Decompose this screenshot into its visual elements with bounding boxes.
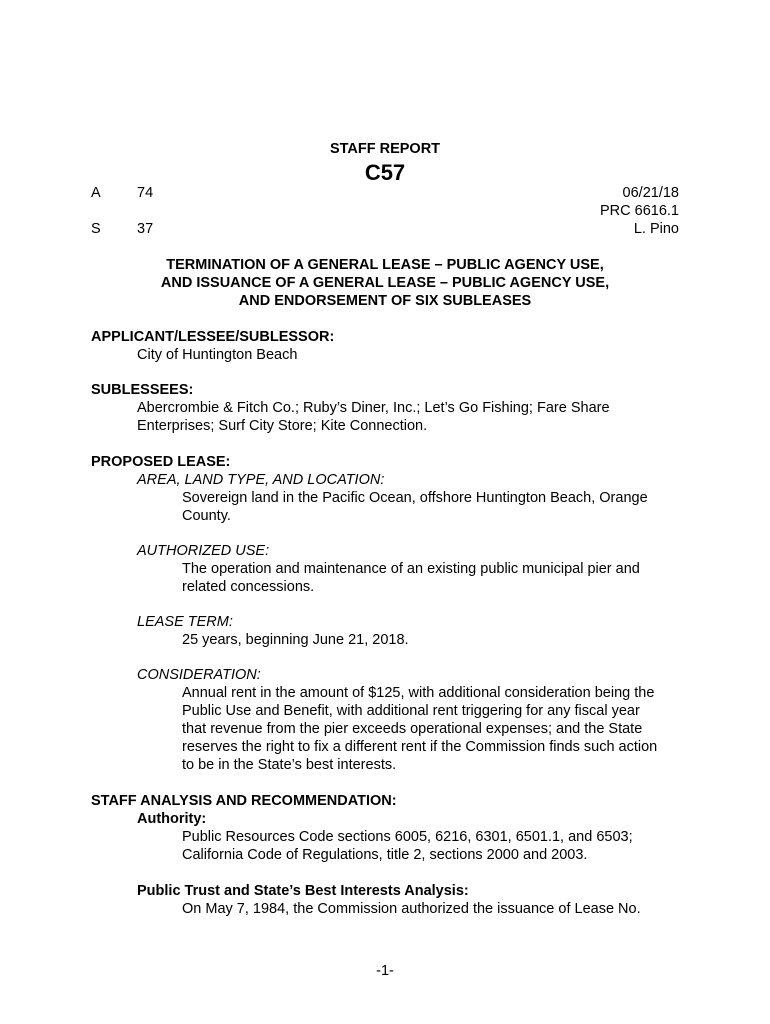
area-line: Sovereign land in the Pacific Ocean, offshore Huntington Beach, Orange xyxy=(182,490,648,506)
report-label: STAFF REPORT xyxy=(329,141,441,157)
assembly-label: A xyxy=(91,185,101,201)
consideration-label: CONSIDERATION: xyxy=(137,667,261,683)
applicant-text: City of Huntington Beach xyxy=(137,347,298,363)
consideration-line: reserves the right to fix a different rent if the Commission finds such action xyxy=(182,739,658,755)
consideration-line: Annual rent in the amount of $125, with additional consideration being the xyxy=(182,685,655,701)
use-line: The operation and maintenance of an existing public municipal pier and xyxy=(182,561,640,577)
term-line: 25 years, beginning June 21, 2018. xyxy=(182,632,409,648)
assembly-district: 74 xyxy=(137,185,154,201)
sublessees-line: Enterprises; Surf City Store; Kite Connection. xyxy=(137,418,428,434)
item-number: C57 xyxy=(364,160,406,185)
area-line: County. xyxy=(182,508,231,524)
title-line: TERMINATION OF A GENERAL LEASE – PUBLIC AGENCY USE, xyxy=(166,257,604,273)
consideration-line: Public Use and Benefit, with additional rent triggering for any fiscal year xyxy=(182,703,640,719)
public-trust-line: On May 7, 1984, the Commission authorized the issuance of Lease No. xyxy=(182,901,641,917)
use-line: related concessions. xyxy=(182,579,315,595)
authority-line: Public Resources Code sections 6005, 6216, 6301, 6501.1, and 6503; xyxy=(182,829,633,845)
consideration-line: to be in the State’s best interests. xyxy=(182,757,397,773)
use-label: AUTHORIZED USE: xyxy=(137,543,270,559)
authority-label: Authority: xyxy=(137,811,207,827)
title-line: AND ISSUANCE OF A GENERAL LEASE – PUBLIC AGENCY USE, xyxy=(160,275,610,291)
public-trust-label: Public Trust and State’s Best Interests Analysis: xyxy=(137,883,469,899)
analysis-heading: STAFF ANALYSIS AND RECOMMENDATION: xyxy=(91,793,397,809)
report-date: 06/21/18 xyxy=(622,185,679,201)
proposed-lease-heading: PROPOSED LEASE: xyxy=(91,454,231,470)
prc-number: PRC 6616.1 xyxy=(600,203,679,219)
sublessees-line: Abercrombie & Fitch Co.; Ruby’s Diner, Inc.; Let’s Go Fishing; Fare Share xyxy=(137,400,610,416)
senate-district: 37 xyxy=(137,221,154,237)
term-label: LEASE TERM: xyxy=(137,614,233,630)
senate-label: S xyxy=(91,221,101,237)
title-line: AND ENDORSEMENT OF SIX SUBLEASES xyxy=(238,293,532,309)
consideration-line: that revenue from the pier exceeds operational expenses; and the State xyxy=(182,721,643,737)
sublessees-heading: SUBLESSEES: xyxy=(91,382,194,398)
authority-line: California Code of Regulations, title 2, sections 2000 and 2003. xyxy=(182,847,588,863)
staff-name: L. Pino xyxy=(633,221,679,237)
area-label: AREA, LAND TYPE, AND LOCATION: xyxy=(137,472,385,488)
applicant-heading: APPLICANT/LESSEE/SUBLESSOR: xyxy=(91,329,335,345)
page-number: -1- xyxy=(376,963,394,979)
